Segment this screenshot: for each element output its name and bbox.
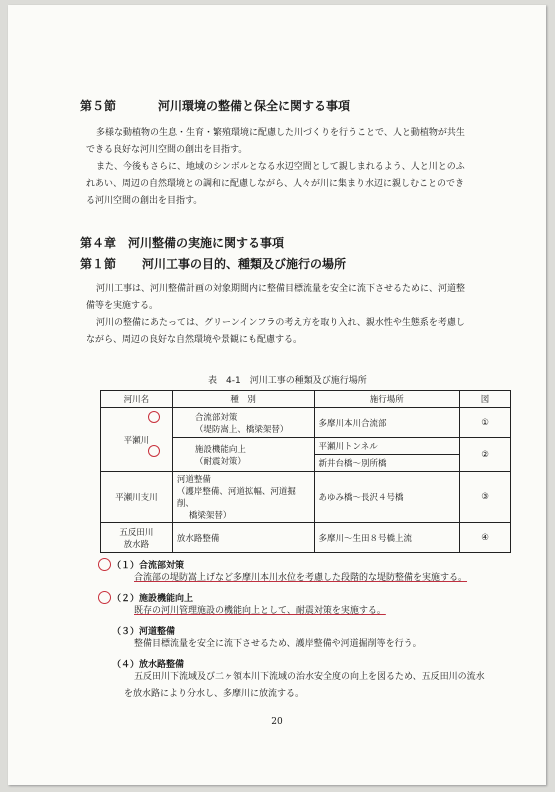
table-row xyxy=(101,472,511,523)
type-text: （耐震対策） xyxy=(194,456,246,467)
section1-number: 第１節 xyxy=(80,257,117,271)
paragraph-line: 河川工事は、河川整備計画の対象期間内に整備目標流量を安全に流下させるために、河道整 xyxy=(96,284,466,294)
table-header-row xyxy=(101,391,511,408)
place-cell: 多摩川～生田８号橋上流 xyxy=(314,523,460,553)
type-cell: 放水路整備 xyxy=(172,523,314,553)
item-title: （４）放水路整備 xyxy=(112,660,185,670)
document-page xyxy=(8,5,546,785)
place-text: 平瀬川トンネル xyxy=(315,438,460,455)
paragraph-line: できる良好な河川空間の創出を目指す。 xyxy=(86,145,248,155)
item-text: 整備目標流量を安全に流下させるため、護岸整備や河道掘削等を行う。 xyxy=(134,639,422,649)
type-text: 橋梁架替） xyxy=(188,511,232,521)
item-text: 合流部の堤防嵩上げなど多摩川本川水位を考慮した段階的な堤防整備を実施する。 xyxy=(134,573,468,583)
table-row xyxy=(101,523,511,553)
type-cell xyxy=(172,408,314,438)
river-name-cell xyxy=(101,523,173,553)
type-text: 河道整備 xyxy=(176,475,211,485)
table-caption: 表 4-1 河川工事の種類及び施行場所 xyxy=(208,376,367,386)
river-name-cell: 平瀬川 xyxy=(101,408,173,472)
river-text: 五反田川 xyxy=(119,527,154,538)
pen-circle-mark xyxy=(148,445,160,457)
paragraph-line: ながら、周辺の良好な自然環境や景観にも配慮する。 xyxy=(86,335,303,345)
chapter4-title: 第４章 河川整備の実施に関する事項 xyxy=(80,236,285,250)
pen-circle-mark xyxy=(98,591,111,604)
table-row xyxy=(101,408,511,438)
works-table xyxy=(100,390,511,553)
place-cell: 多摩川本川合流部 xyxy=(314,408,460,438)
item-title: （３）河道整備 xyxy=(112,627,176,637)
table-header: 図 xyxy=(460,391,511,408)
type-text: （護岸整備、河道拡幅、河道掘削、 xyxy=(176,487,296,509)
item-title: （１）合流部対策 xyxy=(112,561,185,571)
figure-cell: ② xyxy=(460,438,511,472)
paragraph-line: る河川空間の創出を目指す。 xyxy=(86,196,203,206)
type-text: 合流部対策 xyxy=(194,412,238,423)
item-text: 既存の河川管理施設の機能向上として、耐震対策を実施する。 xyxy=(134,606,386,616)
paragraph-line: また、今後もさらに、地域のシンボルとなる水辺空間として親しまれるよう、人と川とのふ xyxy=(96,162,465,172)
river-name-cell: 平瀬川支川 xyxy=(101,472,173,523)
type-text: 施設機能向上 xyxy=(194,444,246,455)
place-cell: あゆみ橋～長沢４号橋 xyxy=(314,472,460,523)
section5-number: 第５節 xyxy=(80,99,117,113)
pen-circle-mark xyxy=(98,558,111,571)
table-header: 施行場所 xyxy=(314,391,460,408)
page-number: 20 xyxy=(271,717,283,727)
figure-cell: ④ xyxy=(460,523,511,553)
paragraph-line: れあい、周辺の自然環境との調和に配慮しながら、人々が川に集まり水辺に親しむことのでき xyxy=(86,179,465,189)
type-cell xyxy=(172,438,314,472)
section1-title: 河川工事の目的、種類及び施行の場所 xyxy=(142,257,347,271)
river-text: 放水路 xyxy=(123,539,150,550)
paragraph-line: 河川の整備にあたっては、グリーンインフラの考え方を取り入れ、親水性や生態系を考慮し xyxy=(96,318,465,328)
table-header: 河川名 xyxy=(101,391,173,408)
figure-cell: ③ xyxy=(460,472,511,523)
section5-title: 河川環境の整備と保全に関する事項 xyxy=(158,99,351,113)
item-text: を放水路により分水し、多摩川に放流する。 xyxy=(124,689,305,699)
table-header: 種 別 xyxy=(172,391,314,408)
paragraph-line: 多様な動植物の生息・生育・繁殖環境に配慮した川づくりを行うことで、人と動植物が共生 xyxy=(96,128,465,138)
paragraph-line: 備等を実施する。 xyxy=(86,301,159,311)
pen-circle-mark xyxy=(148,411,160,423)
item-text: 五反田川下流域及び二ヶ領本川下流域の治水安全度の向上を図るため、五反田川の流水 xyxy=(134,672,485,682)
place-cell xyxy=(314,438,460,472)
type-cell xyxy=(172,472,314,523)
figure-cell: ① xyxy=(460,408,511,438)
type-text: （堤防嵩上、橋梁架替） xyxy=(194,424,289,435)
item-title: （２）施設機能向上 xyxy=(112,594,194,604)
place-text: 新井台橋～別所橋 xyxy=(318,459,387,469)
